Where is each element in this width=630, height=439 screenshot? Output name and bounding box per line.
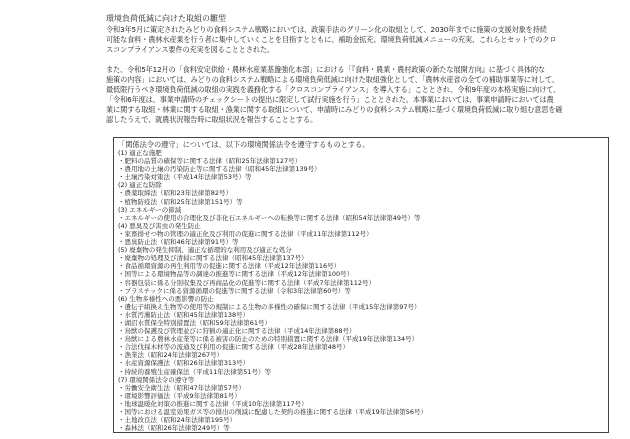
regulations-box <box>113 137 609 433</box>
law-item: ・地球温暖化対策の推進に関する法律（平成10年法律第117号） <box>118 399 308 408</box>
section-heading: 環境負荷低減に向けた取組の雛型 <box>106 14 226 23</box>
paragraph-line: スコンプライアンス要件の充実を図ることとされた。 <box>106 45 274 54</box>
law-item: ・食品循環資源の再生利用等の促進に関する法律（平成12年法律第116号） <box>118 262 341 271</box>
category-heading: (4) 悪臭及び害虫の発生防止 <box>118 221 201 230</box>
category-heading: (5) 廃棄物の発生抑制、適正な循環的な利用及び適正な処分 <box>118 246 292 255</box>
law-item: ・エネルギーの使用の合理化及び非化石エネルギーへの転換等に関する法律（昭和54年法律第49号）等 <box>118 213 421 222</box>
law-item: ・森林法（昭和26年法律第249号）等 <box>118 424 230 433</box>
box-intro: 「関係法令の遵守」については、以下の環境関係法令を遵守するものとする。 <box>118 140 370 149</box>
paragraph-line: 業に関する取組・林業に関する取組・漁業に関する取組について、申請時にみどりの食料システム戦略に基づく環境負荷低減に取り組む意思を確 <box>106 105 563 114</box>
category-heading: (1) 適正な施肥 <box>118 149 162 157</box>
paragraph-cross-compliance <box>106 65 618 125</box>
law-item: ・植物防疫法（昭和25年法律第151号）等 <box>118 197 243 206</box>
law-item: ・農用地の土壌の汚染防止等に関する法律（昭和45年法律第139号） <box>118 165 321 174</box>
law-item: ・鳥獣による農林水産業等に係る被害の防止のための特別措置に関する法律（平成19年法律第134号） <box>118 335 419 344</box>
category-heading: (2) 適正な防除 <box>118 181 162 190</box>
law-item: ・肥料の品質の確保等に関する法律（昭和25年法律第127号） <box>118 157 302 166</box>
law-item: ・鳥獣の保護及び管理並びに狩猟の適正化に関する法律（平成14年法律第88号） <box>118 327 356 336</box>
law-item: ・漁業法（昭和24年法律第267号） <box>118 351 224 360</box>
law-list <box>118 149 427 432</box>
law-item: ・遺伝子組換え生物等の使用等の規制による生物の多様性の確保に関する法律（平成15年法律第97号） <box>118 302 421 311</box>
category-heading: (7) 環境関係法令の遵守等 <box>118 375 195 384</box>
law-item: ・湖沼水質保全特別措置法（昭和59年法律第61号） <box>118 318 272 327</box>
category-heading: (6) 生物多様性への悪影響の防止 <box>118 294 214 303</box>
paragraph-line: 令和3年5月に策定されたみどりの食料システム戦略においては、政策手法のグリーン化の取組として、2030年までに施策の支援対象を持続 <box>106 25 547 34</box>
law-item: ・合法伐採木材等の流通及び利用の促進に関する法律（平成28年法律第48号） <box>118 343 350 352</box>
law-item: ・家畜排せつ物の管理の適正化及び利用の促進に関する法律（平成11年法律第112号） <box>118 229 373 238</box>
paragraph-line: 可能な食料・農林水産業を行う者に集中していくことを目指すとともに、補助金拡充、環境負荷低減メニューの充実、これらとセットでのクロ <box>106 35 557 44</box>
law-item: ・水産資源保護法（昭和26年法律第313号） <box>118 359 250 368</box>
law-item: ・水質汚濁防止法（昭和45年法律第138号） <box>118 310 250 319</box>
law-item: ・容器包装に係る分別収集及び再商品化の促進等に関する法律（平成7年法律第112号） <box>118 278 376 287</box>
law-item: ・国等における温室効果ガス等の排出の削減に配慮した契約の推進に関する法律（平成19年法律第56号） <box>118 408 428 416</box>
paragraph-line: また、令和5年12月の「食料安定供給・農林水産業基盤強化本部」における「『食料・農業・農村政策の新たな展開方向』に基づく具体的な <box>106 65 545 74</box>
law-item: ・持続的養殖生産確保法（平成11年法律第51号）等 <box>118 367 272 376</box>
paragraph-line: 施策の内容」においては、みどりの食料システム戦略による環境負荷低減に向けた取組強化として、「農林水産省の全ての補助事業等に対して、 <box>106 75 559 84</box>
law-item: ・労働安全衛生法（昭和47年法律第57号） <box>118 383 246 392</box>
law-item: ・悪臭防止法（昭和46年法律第91号）等 <box>118 238 239 247</box>
law-item: ・環境影響評価法（平成9年法律第81号） <box>118 391 241 400</box>
paragraph-strategy <box>106 25 618 55</box>
law-item: ・農薬取締法（昭和23年法律第82号） <box>118 189 233 198</box>
law-item: ・廃棄物の処理及び清掃に関する法律（昭和45年法律第137号） <box>118 254 308 263</box>
law-item: ・土地改良法（昭和24年法律第195号） <box>118 416 237 425</box>
law-item: ・プラスチックに係る資源循環の促進等に関する法律（令和3年法律第60号）等 <box>118 286 351 295</box>
category-heading: (3) エネルギーの節減 <box>118 205 182 214</box>
law-item: ・土壌汚染対策法（平成14年法律第53号）等 <box>118 173 252 182</box>
paragraph-line: 「令和6年度は、事業申請時のチェックシートの提出に限定して試行実施を行う」こととされた。本事業においては、事業申請時においては農 <box>106 95 554 104</box>
paragraph-line: 最低限行うべき環境負荷低減の取組の実践を義務化する「クロスコンプライアンス」を導入する」こととされ、令和9年度の本格実施に向けて、 <box>106 85 561 94</box>
law-item: ・国等による環境物品等の調達の推進等に関する法律（平成12年法律第100号） <box>118 270 354 279</box>
paragraph-line: 認したうえで、就農状況報告時に取組状況を報告することとする。 <box>106 115 317 124</box>
